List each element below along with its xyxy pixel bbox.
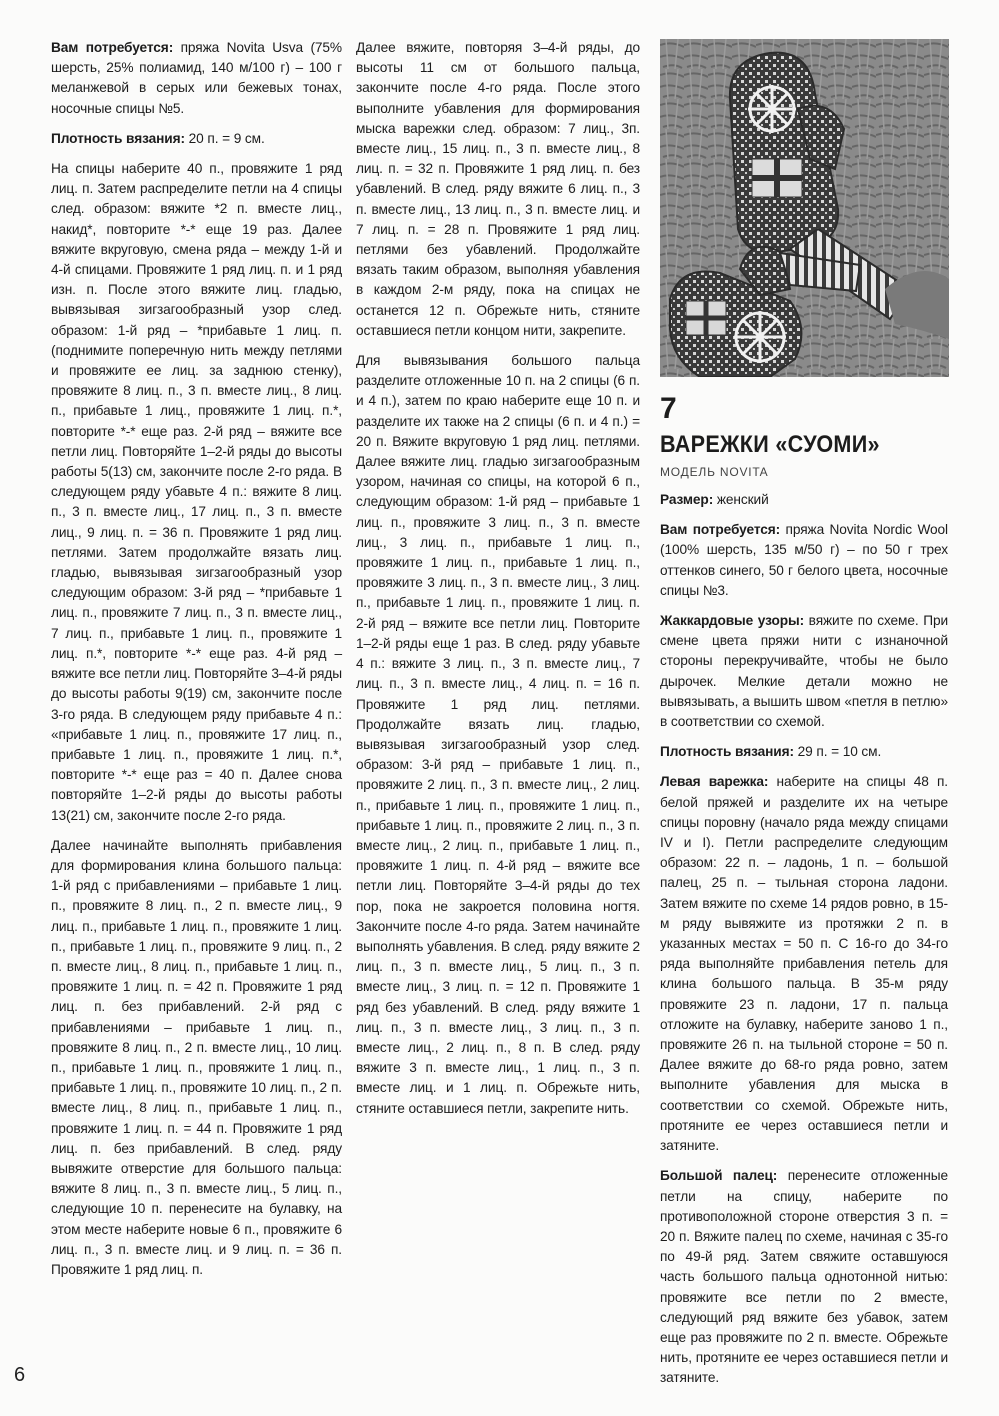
paragraph-text: пряжа Novita Nordic Wool (100% шерсть, 135 м/50 г) – по 50 г трех оттенков синего, 50 г белого цвета, носочные спицы №3. (660, 522, 948, 598)
paragraph (356, 351, 640, 1119)
pattern-title: ВАРЕЖКИ «СУОМИ» (660, 431, 880, 458)
paragraph-text: вяжите по схеме. При смене цвета пряжи нити с изнаночной стороны перекручивайте, чтобы не было дырочек. Мелкие детали можно не вывязывать, а вышить швом «петля в петлю» в соответствии со схемой. (660, 613, 948, 730)
paragraph-text: На спицы наберите 40 п., провяжите 1 ряд лиц. п. Затем распределите петли на 4 спицы след. образом: вяжите *2 п. вместе лиц., накид*, повторите *-* еще 19 раз. Далее вяжите вкруговую, смена ряда – между 1-й и 4-й спицами. Провяжите 1 ряд лиц. п. и 1 ряд изн. п. После этого вяжите лиц. гладью, вывязывая зигзагообразный узор след. образом: 1-й ряд – *прибавьте 1 лиц. п. (поднимите поперечную нить между петлями и провяжите ее лиц. за заднюю стенку), провяжите 8 лиц. п., 3 п. вместе лиц., 8 лиц. п., прибавьте 1 лиц., провяжите 1 лиц. п.*, повторите *-* еще раз. 2-й ряд – вяжите все петли лиц. Повторяйте 1–2-й ряды до высоты работы 5(13) см, закончите после 2-го ряда. В следующем ряду убавьте 4 п.: вяжите 8 лиц. п., 3 п. вместе лиц., 17 лиц. п., 3 п. вместе лиц., 9 лиц. п. = 36 п. Провяжите 1 ряд лиц. петлями. Затем продолжайте вязать лиц. гладью, вывязывая зигзагообразный узор следующим образом: 3-й ряд – *прибавьте 1 лиц. п., провяжите 7 лиц. п., 3 п. вместе лиц., 7 лиц. п., прибавьте 1 лиц. п., провяжите 1 лиц. п.*, повторите *-* еще раз. 4-й ряд – вяжите все петли лиц. Повторяйте 3–4-й ряды до высоты работы 9(19) см, закончите после 3-го ряда. В следующем ряду прибавьте 4 п.: «прибавьте 1 лиц. п., провяжите 17 лиц. п., прибавьте 1 лиц. п., провяжите 1 лиц. п.*, повторите *-* еще раз = 40 п. Далее снова повторяйте 1–2-й ряды до высоты работы 13(21) см, закончите после 2-го ряда. (51, 161, 342, 823)
paragraph-text: наберите на спицы 48 п. белой пряжей и разделите их на четыре спицы поровну (начало ряда между спицами IV и I). Петли распределите следующим образом: 22 п. – ладонь, 1 п. – большой палец, 25 п. – тыльная сторона ладони. Затем вяжите по схеме 14 рядов ровно, в 15-м ряду вывяжите из протяжки 2 п. в указанных местах = 50 п. С 16-го до 34-го ряда выполняйте прибавления петель для клина большого пальца. В 35-м ряду провяжите 23 п. ладони, 17 п. пальца отложите на булавку, наберите заново 1 п., провяжите 26 п. на тыльной стороне = 50 п. Далее вяжите до 68-го ряда ровно, затем выполните убавления для мыска в соответствии со схемой. Обрежьте нить, протяните ее через оставшиеся петли и затяните. (660, 774, 948, 1154)
paragraph (51, 129, 342, 149)
paragraph (660, 742, 948, 762)
pattern-instructions (660, 490, 948, 1389)
paragraph-text: Далее начинайте выполнять прибавления для формирования клина большого пальца: 1-й ряд с прибавлениями – прибавьте 1 лиц. п., провяжите 8 лиц. п., 2 п. вместе лиц., 9 лиц. п., прибавьте 1 лиц. п., провяжите 1 лиц. п., прибавьте 1 лиц. п., провяжите 9 лиц. п., 2 п. вместе лиц., 8 лиц. п., прибавьте 1 лиц. п., провяжите 1 лиц. п. = 42 п. Провяжите 1 ряд лиц. п. без прибавлений. 2-й ряд с прибавлениями – прибавьте 1 лиц. п., провяжите 8 лиц. п., 2 п. вместе лиц., 10 лиц. п., прибавьте 1 лиц. п., провяжите 1 лиц. п., прибавьте 1 лиц. п., провяжите 10 лиц. п., 2 п. вместе лиц., 8 лиц. п., прибавьте 1 лиц. п., провяжите 1 лиц. п. = 44 п. Провяжите 1 ряд лиц. п. без прибавлений. В след. ряду вывяжите отверстие для большого пальца: вяжите 8 лиц. п., 3 п. вместе лиц., 5 лиц. п., следующие 10 п. перенесите на булавку, на этом месте наберите новые 6 п., провяжите 6 лиц. п., 3 п. вместе лиц. и 9 лиц. п. = 36 п. Провяжите 1 ряд лиц. п. (51, 837, 342, 1277)
paragraph-text: перенесите отложенные петли на спицу, наберите по противоположной стороне отверстия 3 п. = 20 п. Вяжите палец по схеме, начиная с 35-го по 49-й ряд. Затем свяжите оставшуюся часть большого пальца однотонной нитью: провяжите все петли по 2 вместе, следующий ряд вяжите без убавок, затем еще раз провяжите по 2 п. вместе. Обрежьте нить, протяните ее через оставшиеся петли и затяните. (660, 1168, 948, 1386)
paragraph-heading: Вам потребуется: (660, 522, 781, 538)
mittens-photo (660, 39, 949, 377)
paragraph-text: Для вывязывания большого пальца разделите отложенные 10 п. на 2 спицы (6 п. и 4 п.), затем по краю наберите еще 10 п. и разделите их также на 2 спицы (6 п. и 4 п.) = 20 п. Вяжите вкруговую 1 ряд лиц. петлями. Далее вяжите лиц. гладью зигзагообразным узором, начиная со спицы, на которой 6 п., следующим образом: 1-й ряд – прибавьте 1 лиц. п., провяжите 3 лиц. п., 3 п. вместе лиц., 3 лиц. п., прибавьте 1 лиц. п., провяжите 1 лиц. п., прибавьте 1 лиц. п., провяжите 3 лиц. п., 3 п. вместе лиц., 3 лиц. п., прибавьте 1 лиц. п., провяжите 1 лиц. п. 2-й ряд – вяжите все петли лиц. Повторите 1–2-й ряды еще 1 раз. В след. ряду убавьте 4 п.: вяжите 3 лиц. п., 3 п. вместе лиц., 7 лиц. п., 3 п. вместе лиц., 4 лиц. п. = 16 п. Провяжите 1 ряд лиц. петлями. Продолжайте вязать лиц. гладью, вывязывая зигзагообразный узор след. образом: 3-й ряд – прибавьте 1 лиц. п., провяжите 2 лиц. п., 3 п. вместе лиц., 2 лиц. п., прибавьте 1 лиц. п., провяжите 1 лиц. п., прибавьте 1 лиц. п., провяжите 2 лиц. п., 3 п. вместе лиц., 2 лиц. п., прибавьте 1 лиц. п., провяжите 1 лиц. п. 4-й ряд – вяжите все петли лиц. Повторяйте 3–4-й ряды до тех пор, пока не закроется половина ногтя. Закончите после 4-го ряда. Затем начинайте выполнять убавления. В след. ряду вяжите 2 лиц. п., 3 п. вместе лиц., 5 лиц. п., 3 п. вместе лиц., 3 лиц. п. = 12 п. Провяжите 1 ряд без убавлений. В след. ряду вяжите 1 лиц. п., 3 п. вместе лиц., 3 лиц. п., 3 п. вместе лиц., 2 лиц. п., 8 п. В след. ряду вяжите 3 п. вместе лиц., 1 лиц. п., 3 п. вместе лиц. и 1 лиц. п. Обрежьте нить, стяните оставшиеся петли, закрепите нить. (356, 353, 640, 1116)
paragraph-text: 20 п. = 9 см. (184, 130, 265, 146)
paragraph-heading: Вам потребуется: (51, 40, 174, 55)
pattern-model: МОДЕЛЬ NOVITA (660, 465, 769, 479)
paragraph (660, 772, 948, 1156)
paragraph (660, 611, 948, 732)
paragraph (51, 38, 342, 119)
paragraph (51, 159, 342, 826)
paragraph-text: Далее вяжите, повторяя 3–4-й ряды, до высоты 11 см от большого пальца, закончите после 4-го ряда. После этого выполните убавления для формирования мыска варежки след. образом: 7 лиц., 3п. вместе лиц., 15 лиц. п., 3 п. вместе лиц., 8 лиц. п. = 32 п. Провяжите 1 ряд лиц. п. без убавлений. В след. ряду вяжите 6 лиц. п., 3 п. вместе лиц., 13 лиц. п., 3 п. вместе лиц. и 7 лиц. п. = 28 п. Провяжите 1 ряд лиц. петлями без убавлений. Продолжайте вязать таким образом, выполняя убавления в каждом 2-м ряду, пока на спицах не останется 12 п. Обрежьте нить, стяните оставшиеся петли концом нити, закрепите. (356, 40, 640, 338)
text-column-2 (356, 38, 640, 1129)
paragraph-heading: Плотность вязания: (51, 130, 185, 146)
pattern-number: 7 (660, 392, 677, 425)
text-column-1 (51, 38, 342, 1290)
paragraph (660, 520, 948, 601)
paragraph (51, 836, 342, 1280)
paragraph-text: 29 п. = 10 см. (793, 744, 882, 760)
paragraph-heading: Плотность вязания: (660, 744, 794, 760)
paragraph-text: женский (713, 492, 769, 507)
paragraph (660, 490, 948, 510)
text-column-3 (660, 392, 948, 1399)
paragraph (660, 1166, 948, 1388)
paragraph (356, 38, 640, 341)
paragraph-heading: Левая варежка: (660, 774, 769, 790)
paragraph-heading: Большой палец: (660, 1168, 778, 1184)
paragraph-heading: Жаккардовые узоры: (660, 613, 805, 629)
paragraph-text: пряжа Novita Usva (75% шерсть, 25% полиамид, 140 м/100 г) – 100 г меланжевой в серых или бежевых тонах, носочные спицы №5. (51, 40, 342, 116)
paragraph-heading: Размер: (660, 492, 714, 507)
page-number: 6 (14, 1364, 26, 1386)
